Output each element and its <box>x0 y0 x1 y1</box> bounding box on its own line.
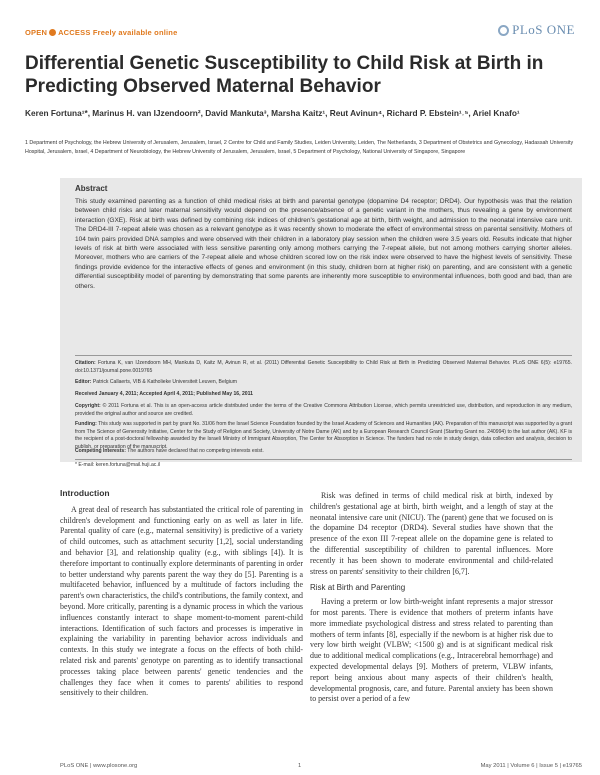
funding-block <box>75 421 572 451</box>
copyright-text: © 2011 Fortuna et al. This is an open-access article distributed under the terms of the Creative Commons Attribution License, which permits unrestricted use, distribution, and reproduction in any medium, provided the original author and source are credited. <box>75 403 572 417</box>
body-column-left <box>60 488 303 699</box>
paragraph: Having a preterm or low birth-weight infant represents a major stressor for most parents. There is evidence that mothers of preterm infants have more immediate psychological distress and stress related to parenting than mothers of term infants [8], especially if the newborn is at higher risk due to very low birth weight (VLBW; <1500 g) and is at significant medical risk due to additional medical complications (e.g., Intracerebral hemorrhage) and expected developmental delays [9]. Mothers of preterm, VLBW infants, report being anxious about many aspects of their children's health, developmental prognosis, care, and future. Parental anxiety has been shown to persist over a period of a few <box>310 597 553 704</box>
citation-label: Citation: <box>75 360 96 366</box>
affiliations: 1 Department of Psychology, the Hebrew University of Jerusalem, Jerusalem, Israel, 2 Centre for Child and Family Studies, Leiden University, Leiden, The Netherlands, 3 Department of Obstetrics and Gynecology, Hadassah University Hospital, Jerusalem, Israel, 4 Department of Neurobiology, the Hebrew University of Jerusalem, Jerusalem, Israel, 5 Department of Psychology, National University of Singapore, Singapore <box>25 140 574 155</box>
editor-text: Patrick Callaerts, VIB & Katholieke Universiteit Leuven, Belgium <box>92 379 237 385</box>
open-text: OPEN <box>25 28 48 37</box>
funding-label: Funding: <box>75 421 97 427</box>
paragraph: A great deal of research has substantiated the critical role of parenting in children's development and functioning early on as well as later in life. Parental quality of care (e.g., maternal sensitivity) is predictive of a variety of child outcomes, such as attachment security [1,2], social understanding and behavior [3], and relationship quality (e.g., with siblings [4]). It is therefore important to continually explore determinants of parenting in order to better understand why parents parent the way they do [5]. Parenting is a multifaceted behavior, influenced by a multitude of factors including the parent's own characteristics, the child's contributions, the family context, and beyond. More critically, parenting is a dynamic process in which the various influences constantly interact to shape moment-to-moment parent-child interactions. Identification of such factors and processes is imperative in explaining the variability in parenting behavior across individuals and contexts. In this study we integrate a focus on the effects of both child-related risk and parents' genotype on parenting as to identify transactional processes taking place between parents' genetic tendencies and the challenges they face when it comes to parents' abilities to respond sensitively to their children. <box>60 504 303 698</box>
open-access-lock-icon <box>49 29 56 36</box>
section-heading-risk-at-birth: Risk at Birth and Parenting <box>310 583 406 593</box>
divider <box>75 459 572 460</box>
page-number: 1 <box>298 763 302 769</box>
journal-logo-text: PLoS ONE <box>512 22 575 37</box>
article-title: Differential Genetic Susceptibility to Child Risk at Birth in Predicting Observed Maternal Behavior <box>25 53 544 97</box>
author-list: Keren Fortuna¹*, Marinus H. van IJzendoorn², David Mankuta³, Marsha Kaitz¹, Reut Avinun⁴, Richard P. Ebstein¹˒⁵, Ariel Knafo¹ <box>25 108 520 118</box>
competing-interests-block <box>75 448 572 456</box>
email-line[interactable]: * E-mail: keren.fortuna@mail.huji.ac.il <box>75 462 161 468</box>
open-access-label[interactable] <box>25 28 177 37</box>
citation-block <box>75 360 572 375</box>
footer-issue: May 2011 | Volume 6 | Issue 5 | e19765 <box>480 763 582 769</box>
journal-logo[interactable] <box>498 22 575 38</box>
access-text: ACCESS <box>58 28 91 37</box>
editor-block <box>75 379 572 387</box>
paragraph: Risk was defined in terms of child medical risk at birth, indexed by children's gestational age at birth, birth weight, and a length of stay at the neonatal intensive care unit (NICU). The (parent) gene that we focused on is the dopamine D4 receptor (DRD4). Several studies have shown that the presence of the exon III 7-repeat allele on the dopamine gene is related to the differential susceptibility of children to parental influences. More recently it has been shown to moderate environmental and child-related stress on parents' sensitivity to their children [6,7]. <box>310 491 553 576</box>
competing-label: Competing Interests: <box>75 448 126 454</box>
freely-available-text: Freely available online <box>92 28 178 37</box>
body-column-right <box>310 491 553 705</box>
competing-text: The authors have declared that no competing interests exist. <box>127 448 264 454</box>
funding-text: This study was supported in part by grant No. 31/06 from the Israel Science Foundation founded by the Israel Academy of Sciences and Humanities (AK). Preparation of this manuscript was supported by a grant from The Science of Generosity Initiative, Center for the Study of Religion and Society, University of Notre Dame (AK) and by a European Research Council Grant (Starting Grant no. 240994) to the last author (AK). KF is the recipient of a post-doctoral fellowship awarded by the Israeli Ministry of Immigrant Absorption, The Center for Absorption in Science. The funders had no role in study design, data collection and analysis, decision to publish, or preparation of the manuscript. <box>75 421 572 450</box>
copyright-label: Copyright: <box>75 403 101 409</box>
abstract-text: This study examined parenting as a function of child medical risks at birth and parental genotype (dopamine D4 receptor; DRD4). Our hypothesis was that the relation between child risks and later maternal sensitivity would depend on the presence/absence of a genetic variant in the mothers, thus revealing a gene by environment interaction (GXE). Risk at birth was defined by combining risk indices of children's gestational age at birth, birth weight, and admission to the neonatal intensive care unit. The DRD4-III 7-repeat allele was chosen as a relevant genotype as it was recently shown to moderate the effect of environmental stress on parental sensitivity. Mothers of 104 twin pairs provided DNA samples and were observed with their children in a laboratory play session when the children were 3.5 years old. Results indicate that higher levels of risk at birth were associated with less sensitive parenting only among mothers carrying the 7-repeat allele, but not among mothers carrying shorter alleles. Moreover, mothers who are carriers of the 7-repeat allele and whose children scored low on the risk index were observed to have the highest levels of sensitivity. These findings provide evidence for the interactive effects of genes and environment (in this study, children born at higher risk) on parenting, and are consistent with a genetic differential susceptibility model of parenting by demonstrating that some parents are inherently more susceptible to environmental influences, both good and bad, than are others. <box>75 198 572 290</box>
header-bar <box>0 0 600 48</box>
abstract-heading: Abstract <box>75 184 108 193</box>
footer-journal[interactable]: PLoS ONE | www.plosone.org <box>60 763 138 769</box>
editor-label: Editor: <box>75 379 92 385</box>
divider <box>75 355 572 356</box>
copyright-block <box>75 403 572 418</box>
dates-line: Received January 4, 2011; Accepted April 4, 2011; Published May 16, 2011 <box>75 391 253 397</box>
plos-logo-icon <box>498 25 509 36</box>
citation-text: Fortuna K, van IJzendoorn MH, Mankuta D, Kaitz M, Avinun R, et al. (2011) Differential Genetic Susceptibility to Child Risk at Birth in Predicting Observed Maternal Behavior. PLoS ONE 6(5): e19765. doi:10.1371/journal.pone.0019765 <box>75 360 572 374</box>
section-heading-introduction: Introduction <box>60 488 110 498</box>
